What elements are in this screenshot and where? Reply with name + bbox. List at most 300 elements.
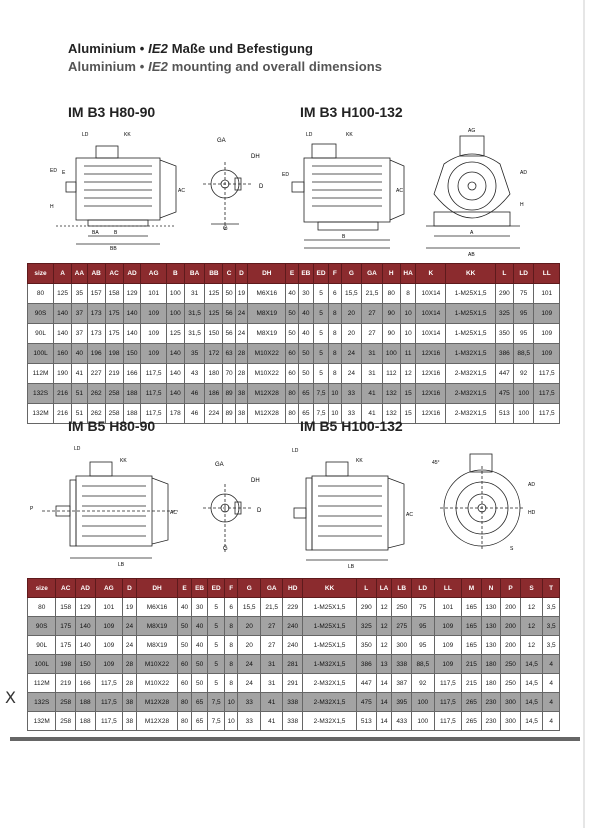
- table-cell: 8: [329, 344, 341, 364]
- table-cell: 40: [191, 617, 208, 636]
- b5-dimension-table: [27, 578, 560, 731]
- table-cell: 89: [223, 404, 235, 424]
- table-cell: 125: [54, 284, 72, 304]
- table-cell: 240: [283, 636, 303, 655]
- table-cell: 10: [329, 384, 341, 404]
- table-cell: 40: [286, 284, 298, 304]
- column-header: KK: [446, 264, 496, 284]
- table-cell: 188: [75, 712, 95, 731]
- table-cell: 265: [462, 712, 482, 731]
- table-cell: 13: [376, 655, 392, 674]
- table-cell: 387: [392, 674, 412, 693]
- table-cell: 4: [543, 674, 560, 693]
- dim-ed: ED: [50, 168, 57, 174]
- table-cell: 31,5: [184, 324, 205, 344]
- table-cell: 150: [205, 324, 223, 344]
- table-cell: 15,5: [238, 598, 261, 617]
- table-cell: 12X16: [416, 404, 446, 424]
- table-cell: 173: [87, 304, 105, 324]
- table-cell: 80: [286, 384, 298, 404]
- table-cell: 175: [105, 304, 123, 324]
- table-cell: 132M: [28, 712, 56, 731]
- table-cell: 386: [357, 655, 377, 674]
- bottom-rule: [10, 737, 580, 741]
- dim-h: H: [50, 204, 54, 210]
- table-cell: 65: [191, 712, 208, 731]
- column-header: AA: [72, 264, 88, 284]
- table-cell: 215: [462, 655, 482, 674]
- table-cell: 41: [362, 404, 383, 424]
- table-cell: 24: [341, 344, 362, 364]
- column-header: AG: [95, 579, 123, 598]
- column-header: HD: [283, 579, 303, 598]
- b3-dimension-table: [27, 263, 560, 424]
- table-row: [28, 344, 560, 364]
- table-cell: 224: [205, 404, 223, 424]
- table-cell: 95: [513, 304, 534, 324]
- table-cell: 258: [105, 384, 123, 404]
- table-cell: 158: [105, 284, 123, 304]
- table-cell: M12X28: [248, 384, 286, 404]
- table-cell: 325: [495, 304, 513, 324]
- table-cell: 447: [495, 364, 513, 384]
- table-cell: 109: [534, 344, 560, 364]
- table-cell: 12X16: [416, 364, 446, 384]
- table-row: [28, 304, 560, 324]
- column-header: LD: [513, 264, 534, 284]
- table-cell: 14: [376, 693, 392, 712]
- column-header: size: [28, 579, 56, 598]
- dim-p: P: [30, 506, 34, 512]
- table-cell: 338: [283, 712, 303, 731]
- table-cell: 27: [260, 636, 283, 655]
- table-cell: 175: [56, 636, 76, 655]
- section-title-b3-large: IM B3 H100-132: [300, 104, 403, 120]
- dim-h-end: H: [520, 202, 524, 208]
- table-cell: 8: [329, 304, 341, 324]
- table-cell: 24: [238, 674, 261, 693]
- table-cell: 10X14: [416, 284, 446, 304]
- table-cell: 50: [286, 304, 298, 324]
- table-cell: 300: [501, 693, 521, 712]
- column-header: AB: [87, 264, 105, 284]
- column-header: D: [123, 579, 137, 598]
- table-row: [28, 284, 560, 304]
- table-cell: 350: [357, 636, 377, 655]
- title-german: [68, 41, 313, 56]
- table-cell: 31: [362, 364, 383, 384]
- table-cell: 117,5: [534, 384, 560, 404]
- table-cell: 258: [105, 404, 123, 424]
- dim-ba: BA: [92, 230, 99, 236]
- table-cell: 65: [298, 404, 313, 424]
- table-cell: 41: [260, 712, 283, 731]
- table-cell: 100: [166, 304, 184, 324]
- table-cell: 281: [283, 655, 303, 674]
- table-cell: 112: [382, 364, 400, 384]
- table-cell: 50: [223, 284, 235, 304]
- dim-kk-b5: KK: [120, 458, 127, 464]
- column-header: KK: [303, 579, 357, 598]
- dim-s: S: [510, 546, 514, 552]
- dim-ad: AD: [520, 170, 527, 176]
- table-cell: 33: [341, 404, 362, 424]
- table-cell: 100: [513, 384, 534, 404]
- table-cell: 5: [313, 344, 328, 364]
- table-cell: 80: [28, 598, 56, 617]
- table-cell: 100L: [28, 344, 54, 364]
- table-cell: 70: [223, 364, 235, 384]
- table-cell: 5: [208, 636, 225, 655]
- table-cell: M12X28: [248, 404, 286, 424]
- table-cell: 65: [191, 693, 208, 712]
- column-header: LA: [376, 579, 392, 598]
- table-cell: 250: [501, 674, 521, 693]
- table-cell: 178: [166, 404, 184, 424]
- table-cell: 15,5: [341, 284, 362, 304]
- b3-small-shaft-drawing: [195, 132, 275, 242]
- table-cell: 350: [495, 324, 513, 344]
- table-cell: 27: [362, 324, 383, 344]
- table-cell: 100: [513, 404, 534, 424]
- table-cell: 109: [434, 636, 462, 655]
- table-cell: 300: [501, 712, 521, 731]
- dim-b: B: [114, 230, 118, 236]
- table-cell: 8: [224, 674, 238, 693]
- table-row: [28, 674, 560, 693]
- table-cell: 19: [123, 598, 137, 617]
- table-cell: 188: [123, 404, 141, 424]
- table-cell: 40: [298, 304, 313, 324]
- table-cell: 8: [224, 617, 238, 636]
- table-cell: 24: [235, 304, 247, 324]
- dim-ac: AC: [178, 188, 185, 194]
- dim-ga-b5: GA: [215, 462, 224, 468]
- table-cell: 75: [412, 598, 435, 617]
- table-cell: 28: [235, 344, 247, 364]
- column-header: BA: [184, 264, 205, 284]
- table-cell: 100: [412, 712, 435, 731]
- column-header: HA: [400, 264, 416, 284]
- table-cell: 240: [283, 617, 303, 636]
- table-row: [28, 693, 560, 712]
- handwritten-x-mark: X: [5, 688, 16, 707]
- table-cell: 27: [260, 617, 283, 636]
- table-cell: 33: [341, 384, 362, 404]
- table-cell: 10: [224, 693, 238, 712]
- table-cell: 50: [178, 636, 192, 655]
- table-cell: 75: [513, 284, 534, 304]
- table-cell: 101: [141, 284, 166, 304]
- dim-kk: KK: [124, 132, 131, 138]
- table-cell: 95: [412, 636, 435, 655]
- table-cell: 338: [283, 693, 303, 712]
- column-header: AC: [105, 264, 123, 284]
- table-cell: 10X14: [416, 304, 446, 324]
- dim-lb-b5-large: LB: [348, 564, 355, 570]
- table-cell: 109: [95, 617, 123, 636]
- table-cell: 200: [501, 617, 521, 636]
- table-cell: 109: [534, 324, 560, 344]
- table-cell: 10X14: [416, 324, 446, 344]
- table-cell: 475: [357, 693, 377, 712]
- table-cell: 46: [184, 404, 205, 424]
- table-cell: 198: [105, 344, 123, 364]
- table-cell: 130: [481, 617, 501, 636]
- dim-ga: GA: [217, 138, 226, 144]
- table-cell: 100: [412, 693, 435, 712]
- column-header: GA: [260, 579, 283, 598]
- table-cell: 132S: [28, 384, 54, 404]
- dim-hd: HD: [528, 510, 536, 516]
- table-cell: 88,5: [513, 344, 534, 364]
- dim-dh-b5: DH: [251, 478, 260, 484]
- column-header: ED: [313, 264, 328, 284]
- table-cell: 216: [54, 384, 72, 404]
- table-cell: 229: [283, 598, 303, 617]
- column-header: AG: [141, 264, 166, 284]
- table-row: [28, 655, 560, 674]
- table-cell: 129: [75, 598, 95, 617]
- table-cell: M10X22: [248, 344, 286, 364]
- table-cell: 60: [286, 344, 298, 364]
- table-cell: 513: [495, 404, 513, 424]
- dim-angle: 45°: [432, 460, 440, 466]
- table-cell: 117,5: [141, 384, 166, 404]
- table-cell: 14,5: [520, 674, 543, 693]
- table-header-row: [28, 264, 560, 284]
- table-cell: 386: [495, 344, 513, 364]
- table-cell: 125: [205, 284, 223, 304]
- table-cell: 513: [357, 712, 377, 731]
- table-cell: 20: [341, 324, 362, 344]
- table-cell: 132S: [28, 693, 56, 712]
- table-cell: 140: [123, 324, 141, 344]
- column-header: E: [178, 579, 192, 598]
- table-cell: 37: [72, 324, 88, 344]
- table-cell: 12: [376, 636, 392, 655]
- table-cell: 157: [87, 284, 105, 304]
- table-cell: 129: [123, 284, 141, 304]
- table-cell: 80: [382, 284, 400, 304]
- table-cell: 112M: [28, 674, 56, 693]
- table-cell: 80: [28, 284, 54, 304]
- dim-ab: AB: [468, 252, 475, 258]
- table-cell: 216: [54, 404, 72, 424]
- column-header: S: [520, 579, 543, 598]
- table-cell: 117,5: [434, 674, 462, 693]
- table-cell: 51: [72, 404, 88, 424]
- table-cell: 338: [392, 655, 412, 674]
- dim-a: A: [470, 230, 474, 236]
- table-cell: 8: [329, 324, 341, 344]
- table-cell: 63: [223, 344, 235, 364]
- table-cell: 158: [56, 598, 76, 617]
- dim-d-b5: D: [257, 508, 262, 514]
- table-cell: M8X19: [248, 324, 286, 344]
- column-header: F: [224, 579, 238, 598]
- table-cell: 3,5: [543, 636, 560, 655]
- table-cell: 3,5: [543, 617, 560, 636]
- table-cell: 140: [54, 304, 72, 324]
- table-cell: M10X22: [136, 655, 178, 674]
- table-cell: 250: [392, 598, 412, 617]
- dim-ld-b5-large: LD: [292, 448, 299, 454]
- table-cell: 140: [166, 344, 184, 364]
- column-header: M: [462, 579, 482, 598]
- table-cell: 166: [75, 674, 95, 693]
- table-cell: 188: [123, 384, 141, 404]
- table-cell: 89: [223, 384, 235, 404]
- table-cell: 4: [543, 712, 560, 731]
- table-row: [28, 364, 560, 384]
- table-cell: 109: [141, 324, 166, 344]
- dim-g-b5: G: [223, 546, 228, 552]
- table-cell: 40: [178, 598, 192, 617]
- table-cell: 258: [56, 693, 76, 712]
- table-cell: 24: [235, 324, 247, 344]
- table-cell: 41: [72, 364, 88, 384]
- table-cell: 125: [205, 304, 223, 324]
- table-cell: 31,5: [184, 304, 205, 324]
- table-cell: 46: [184, 384, 205, 404]
- column-header: B: [166, 264, 184, 284]
- table-cell: 14,5: [520, 693, 543, 712]
- table-cell: 14,5: [520, 712, 543, 731]
- table-cell: 30: [298, 284, 313, 304]
- table-cell: M10X22: [248, 364, 286, 384]
- table-cell: 50: [191, 655, 208, 674]
- table-cell: 50: [286, 324, 298, 344]
- b5-small-side-drawing: [28, 440, 184, 570]
- table-cell: 19: [235, 284, 247, 304]
- table-cell: 475: [495, 384, 513, 404]
- table-cell: 8: [329, 364, 341, 384]
- table-cell: 1-M25X1,5: [446, 324, 496, 344]
- table-cell: 166: [123, 364, 141, 384]
- table-cell: 21,5: [362, 284, 383, 304]
- table-cell: 12: [520, 598, 543, 617]
- table-cell: 41: [362, 384, 383, 404]
- column-header: GA: [362, 264, 383, 284]
- table-cell: 4: [543, 655, 560, 674]
- table-cell: 80: [178, 693, 192, 712]
- table-cell: 140: [166, 384, 184, 404]
- column-header: EB: [298, 264, 313, 284]
- column-header: P: [501, 579, 521, 598]
- table-cell: 140: [75, 636, 95, 655]
- table-cell: 130: [481, 636, 501, 655]
- table-cell: 20: [238, 617, 261, 636]
- table-cell: 140: [123, 304, 141, 324]
- column-header: L: [495, 264, 513, 284]
- table-cell: 56: [223, 304, 235, 324]
- column-header: size: [28, 264, 54, 284]
- table-cell: 51: [72, 384, 88, 404]
- b5-large-end-drawing: [424, 446, 540, 556]
- table-cell: 7,5: [313, 384, 328, 404]
- table-cell: 198: [56, 655, 76, 674]
- table-cell: 2-M32X1,5: [303, 693, 357, 712]
- table-cell: 5: [208, 598, 225, 617]
- table-cell: 117,5: [141, 404, 166, 424]
- table-cell: 165: [462, 598, 482, 617]
- table-cell: 12: [376, 617, 392, 636]
- table-cell: 90: [382, 324, 400, 344]
- table-cell: 132: [382, 384, 400, 404]
- table-cell: 20: [238, 636, 261, 655]
- table-cell: 41: [260, 693, 283, 712]
- table-cell: 90L: [28, 636, 56, 655]
- table-cell: 180: [481, 655, 501, 674]
- table-cell: 24: [123, 636, 137, 655]
- table-cell: 117,5: [141, 364, 166, 384]
- table-cell: 5: [313, 304, 328, 324]
- table-cell: 90S: [28, 304, 54, 324]
- table-cell: 150: [75, 655, 95, 674]
- column-header: K: [416, 264, 446, 284]
- table-cell: 50: [178, 617, 192, 636]
- column-header: G: [341, 264, 362, 284]
- table-cell: 31: [184, 284, 205, 304]
- table-cell: 5: [313, 364, 328, 384]
- table-cell: 109: [95, 636, 123, 655]
- table-cell: 35: [72, 284, 88, 304]
- b3-small-side-drawing: [48, 124, 185, 252]
- table-cell: 2-M32X1,5: [446, 364, 496, 384]
- table-cell: 1-M32X1,5: [303, 655, 357, 674]
- table-cell: 109: [141, 304, 166, 324]
- table-cell: 175: [56, 617, 76, 636]
- table-cell: 165: [462, 617, 482, 636]
- dim-ag: AG: [468, 128, 476, 134]
- table-cell: 275: [392, 617, 412, 636]
- table-cell: 290: [357, 598, 377, 617]
- table-cell: 112M: [28, 364, 54, 384]
- table-cell: 12: [400, 364, 416, 384]
- table-cell: 90: [382, 304, 400, 324]
- table-cell: 8: [224, 636, 238, 655]
- table-cell: 150: [123, 344, 141, 364]
- column-header: LL: [434, 579, 462, 598]
- table-cell: 8: [224, 655, 238, 674]
- title-english-ie2: IE2: [148, 59, 168, 74]
- table-cell: 258: [56, 712, 76, 731]
- column-header: D: [235, 264, 247, 284]
- table-cell: 56: [223, 324, 235, 344]
- table-cell: 100: [166, 284, 184, 304]
- column-header: BB: [205, 264, 223, 284]
- column-header: LB: [392, 579, 412, 598]
- table-cell: 7,5: [208, 693, 225, 712]
- table-cell: 190: [54, 364, 72, 384]
- table-cell: 165: [462, 636, 482, 655]
- dim-kk-large: KK: [346, 132, 353, 138]
- table-cell: 80: [178, 712, 192, 731]
- table-cell: 14: [376, 674, 392, 693]
- column-header: C: [223, 264, 235, 284]
- table-cell: 117,5: [534, 404, 560, 424]
- table-cell: 35: [184, 344, 205, 364]
- table-cell: 173: [87, 324, 105, 344]
- column-header: G: [238, 579, 261, 598]
- section-title-b5-small: IM B5 H80-90: [68, 418, 156, 434]
- table-cell: 117,5: [95, 693, 123, 712]
- table-cell: 117,5: [434, 693, 462, 712]
- table-cell: M12X28: [136, 712, 178, 731]
- table-cell: M12X28: [136, 693, 178, 712]
- table-cell: 100: [382, 344, 400, 364]
